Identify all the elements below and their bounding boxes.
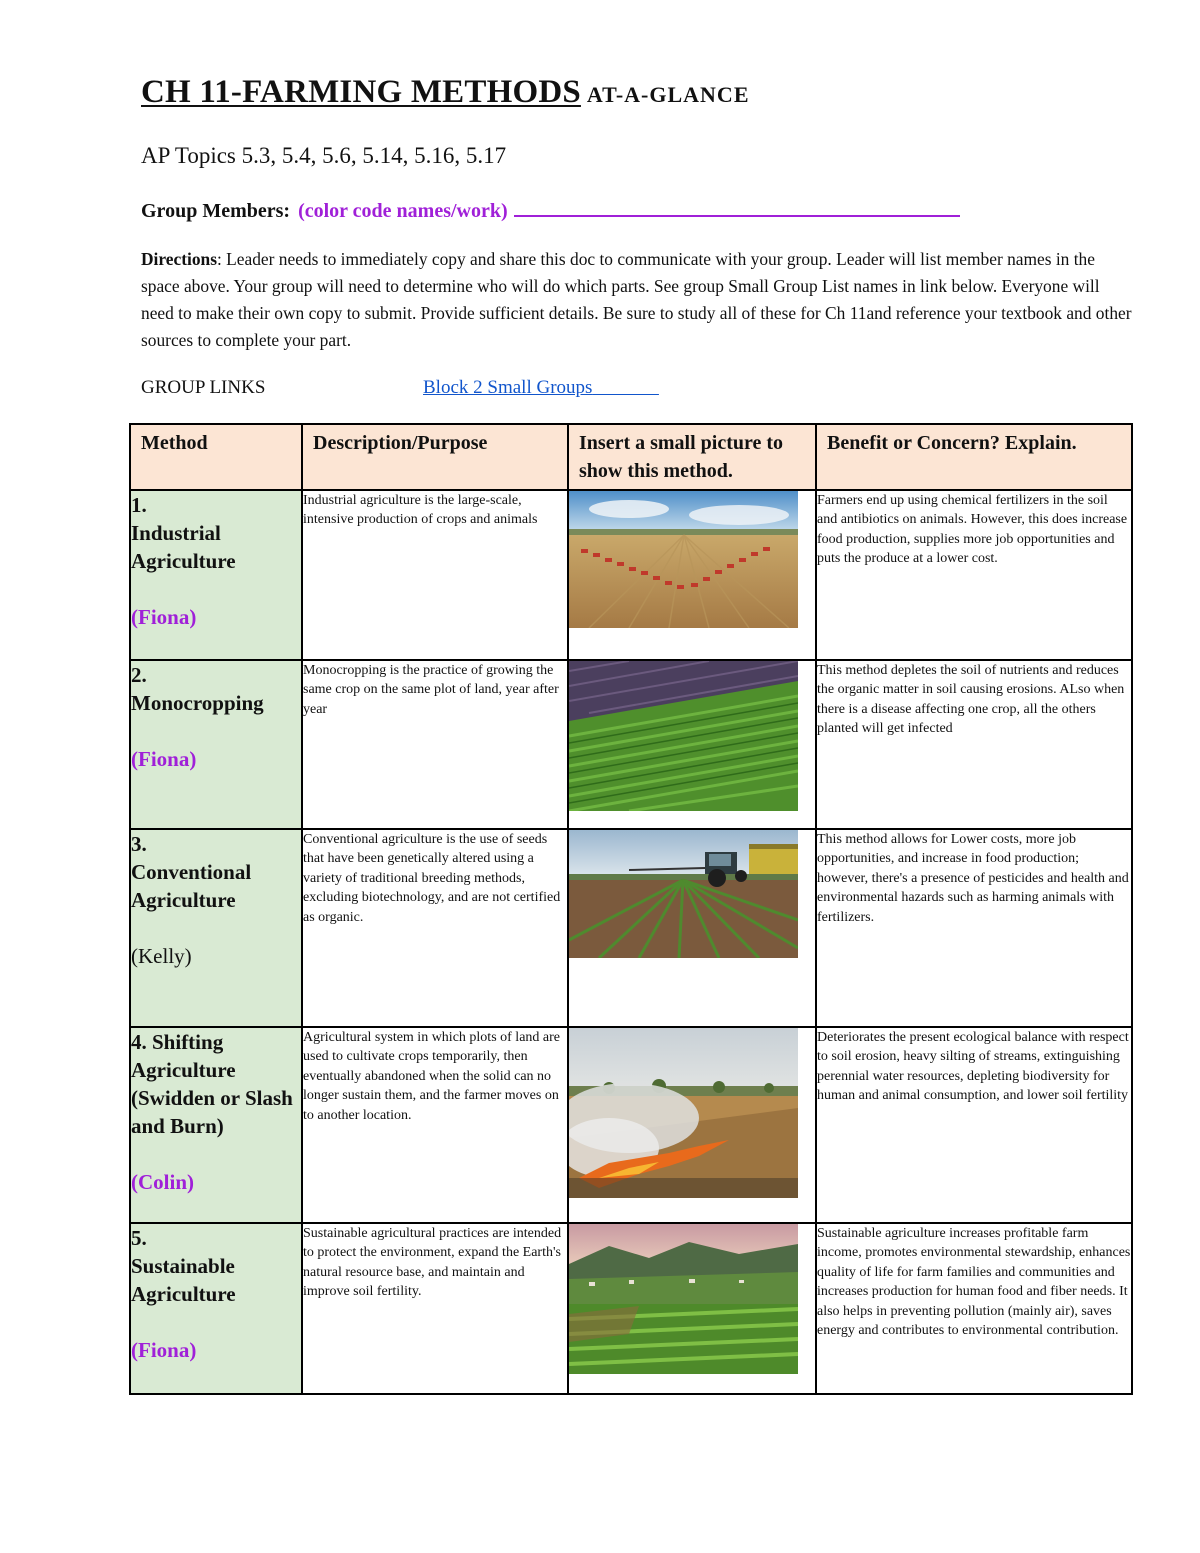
- method-owner: (Colin): [131, 1170, 194, 1194]
- table-row: [130, 1027, 1132, 1223]
- harvesters-in-field-image: [569, 491, 798, 628]
- header-description: Description/Purpose: [302, 424, 568, 490]
- benefit-cell: This method allows for Lower costs, more job opportunities, and increase in food production; however, there's a presence of pesticides and health and environmental hazards such as harming animals with fertilizers.: [816, 829, 1132, 1027]
- method-number: 4.: [131, 1030, 147, 1054]
- method-name: Monocropping: [131, 691, 264, 715]
- header-method: Method: [130, 424, 302, 490]
- method-owner: (Fiona): [131, 605, 197, 629]
- header-benefit: Benefit or Concern? Explain.: [816, 424, 1132, 490]
- group-links-label: GROUP LINKS: [141, 377, 266, 398]
- benefit-cell: This method depletes the soil of nutrients and reduces the organic matter in soil causing erosions. ALso when there is a disease affecting one crop, all the others planted will get infected: [816, 660, 1132, 829]
- page-subtitle: AT-A-GLANCE: [586, 82, 750, 107]
- page-title: CH 11-FARMING METHODS: [141, 74, 581, 110]
- method-name: Industrial Agriculture: [131, 521, 236, 573]
- method-name: Sustainable Agriculture: [131, 1254, 236, 1306]
- method-cell: [130, 829, 302, 1027]
- table-header-row: [130, 424, 1132, 490]
- link-underline-tail[interactable]: [592, 377, 659, 398]
- description-cell: Agricultural system in which plots of land are used to cultivate crops temporarily, then eventually abandoned when the solid can no longer sustain them, and the farmer moves on to another location.: [302, 1027, 568, 1223]
- group-members-label: Group Members:: [141, 200, 291, 222]
- burning-photo-svg: [569, 1028, 798, 1198]
- header-picture: Insert a small picture to show this method.: [568, 424, 816, 490]
- directions-text: : Leader needs to immediately copy and share this doc to communicate with your group. Leader will list member names in the space above. Your group will need to determine who will do which parts. See group Small Group List names in link below. Everyone will need to make their own copy to submit. Provide sufficient details. Be sure to study all of these for Ch 11and reference your textbook and other sources to complete your part.: [141, 249, 1132, 350]
- field-burning-image: [569, 1028, 798, 1198]
- tractor-photo-svg: [569, 830, 798, 958]
- method-number: 3.: [131, 832, 147, 856]
- table-row: [130, 660, 1132, 829]
- method-owner: (Fiona): [131, 747, 197, 771]
- method-number: 2.: [131, 663, 147, 687]
- method-owner: (Fiona): [131, 1338, 197, 1362]
- method-cell: [130, 1027, 302, 1223]
- method-number: 5.: [131, 1226, 147, 1250]
- method-number: 1.: [131, 493, 147, 517]
- benefit-cell: Sustainable agriculture increases profitable farm income, promotes environmental stewardship, enhances quality of life for farm families and communities and increases production for human food and fiber needs. It also helps in preventing pollution (mainly air), saves energy and contributes to environmental contribution.: [816, 1223, 1132, 1394]
- group-members-blank[interactable]: [514, 199, 960, 217]
- method-name: Shifting Agriculture (Swidden or Slash and Burn): [131, 1030, 293, 1138]
- directions-label: Directions: [141, 249, 217, 269]
- description-cell: Sustainable agricultural practices are intended to protect the environment, expand the Earth's natural resource base, and maintain and improve soil fertility.: [302, 1223, 568, 1394]
- table-row: [130, 829, 1132, 1027]
- method-cell: [130, 660, 302, 829]
- picture-cell: [568, 660, 816, 829]
- description-cell: Conventional agriculture is the use of seeds that have been genetically altered using a variety of traditional breeding methods, excluding biotechnology, and are not certified as organic.: [302, 829, 568, 1027]
- directions-paragraph: [141, 246, 1133, 354]
- ap-topics: AP Topics 5.3, 5.4, 5.6, 5.14, 5.16, 5.17: [141, 143, 507, 168]
- method-cell: [130, 490, 302, 660]
- block-2-small-groups-link[interactable]: Block 2 Small Groups: [423, 377, 593, 398]
- picture-cell: [568, 1027, 816, 1223]
- method-cell: [130, 1223, 302, 1394]
- benefit-cell: Farmers end up using chemical fertilizers in the soil and antibiotics on animals. However, this does increase food production, supplies more job opportunities and puts the produce at a lower cost.: [816, 490, 1132, 660]
- aerial-crop-rows-image: [569, 661, 798, 811]
- green-valley-farm-image: [569, 1224, 798, 1374]
- description-cell: Monocropping is the practice of growing the same crop on the same plot of land, year after year: [302, 660, 568, 829]
- harvesters-photo-svg: [569, 491, 798, 628]
- picture-cell: [568, 1223, 816, 1394]
- crop-rows-photo-svg: [569, 661, 798, 811]
- group-members-line: [141, 199, 960, 223]
- picture-cell: [568, 490, 816, 660]
- table-row: [130, 1223, 1132, 1394]
- group-members-hint: (color code names/work): [298, 200, 508, 222]
- picture-cell: [568, 829, 816, 1027]
- description-cell: Industrial agriculture is the large-scale, intensive production of crops and animals: [302, 490, 568, 660]
- method-owner: (Kelly): [131, 944, 192, 968]
- tractor-spraying-image: [569, 830, 798, 958]
- benefit-cell: Deteriorates the present ecological balance with respect to soil erosion, heavy silting of streams, extinguishing perennial water resources, depleting biodiversity for human and animal consumption, and lower soil fertility: [816, 1027, 1132, 1223]
- valley-photo-svg: [569, 1224, 798, 1374]
- table-row: [130, 490, 1132, 660]
- method-name: Conventional Agriculture: [131, 860, 252, 912]
- group-links-line: [141, 377, 659, 399]
- methods-table: [129, 423, 1133, 1395]
- title-row: [141, 74, 750, 111]
